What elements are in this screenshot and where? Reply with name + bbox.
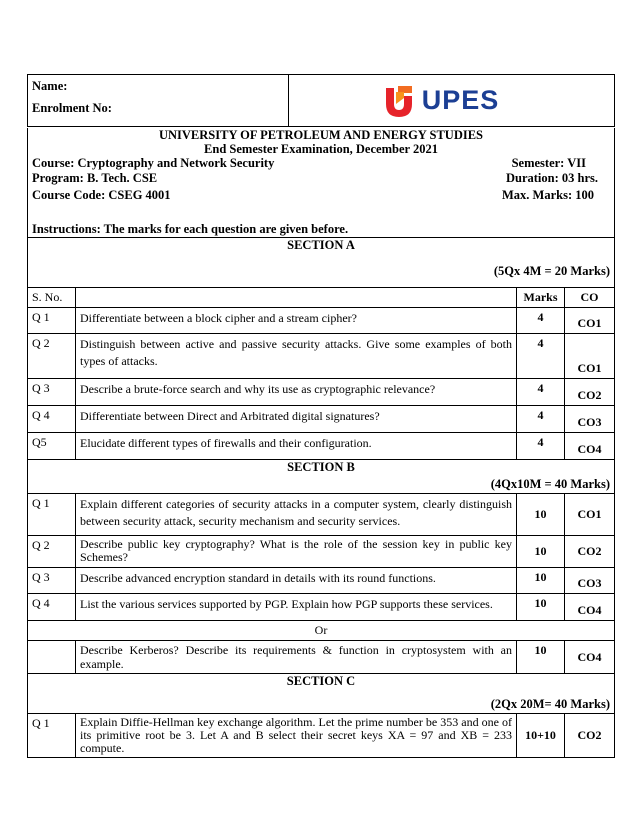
- upes-logo-icon: [384, 84, 414, 118]
- question-marks: 4: [517, 334, 565, 379]
- section-a-title: SECTION A: [287, 238, 355, 252]
- question-table: [27, 287, 615, 758]
- table-row: [28, 594, 615, 621]
- section-c-header-row: [28, 674, 615, 714]
- question-marks: 4: [517, 379, 565, 406]
- table-row: [28, 334, 615, 379]
- question-co: CO4: [565, 433, 615, 460]
- question-marks: 4: [517, 308, 565, 334]
- section-b-marks: (4Qx10M = 40 Marks): [490, 477, 610, 491]
- table-row: [28, 494, 615, 536]
- table-row: [28, 308, 615, 334]
- program: Program: B. Tech. CSE: [32, 171, 158, 185]
- question-number: Q 1: [28, 714, 76, 758]
- question-co: CO4: [565, 594, 615, 621]
- question-marks: 10: [517, 494, 565, 536]
- question-number: Q 3: [28, 379, 76, 406]
- question-co: CO1: [565, 494, 615, 536]
- table-row: [28, 406, 615, 433]
- question-number: Q 4: [28, 594, 76, 621]
- question-number: Q 4: [28, 406, 76, 433]
- question-number: Q 1: [28, 494, 76, 536]
- max-marks: Max. Marks: 100: [502, 188, 594, 202]
- or-label: Or: [28, 621, 615, 641]
- logo-area: [289, 75, 614, 126]
- instructions: Instructions: The marks for each question are given before.: [32, 222, 349, 236]
- duration: Duration: 03 hrs.: [505, 171, 598, 185]
- course-code: Course Code: CSEG 4001: [32, 188, 171, 202]
- table-header-row: [28, 288, 615, 308]
- question-number: Q5: [28, 433, 76, 460]
- question-text: Differentiate between Direct and Arbitrated digital signatures?: [76, 406, 517, 433]
- question-co: CO4: [565, 641, 615, 674]
- table-row: [28, 379, 615, 406]
- semester: Semester: VII: [511, 156, 586, 170]
- question-co: CO1: [565, 334, 615, 379]
- question-co: CO3: [565, 406, 615, 433]
- section-b-title: SECTION B: [287, 460, 355, 474]
- name-label: Name:: [32, 79, 68, 93]
- section-c-title: SECTION C: [286, 674, 356, 688]
- question-marks: 4: [517, 433, 565, 460]
- question-marks: 10: [517, 536, 565, 568]
- exam-title: End Semester Examination, December 2021: [204, 142, 438, 156]
- enrolment-label: Enrolment No:: [32, 101, 112, 115]
- question-number: [28, 641, 76, 674]
- question-text: Describe a brute-force search and why its use as cryptographic relevance?: [76, 379, 517, 406]
- logo-text: UPES: [421, 85, 500, 115]
- question-text: List the various services supported by PGP. Explain how PGP supports these services.: [76, 594, 517, 621]
- section-a-header: [27, 237, 615, 287]
- student-fields: [28, 75, 289, 126]
- question-marks: 10: [517, 568, 565, 594]
- question-number: Q 3: [28, 568, 76, 594]
- question-co: CO2: [565, 379, 615, 406]
- question-marks: 10: [517, 594, 565, 621]
- question-text: Describe Kerberos? Describe its requirements & function in cryptosystem with an example.: [76, 641, 517, 674]
- table-row: [28, 568, 615, 594]
- question-marks: 10+10: [517, 714, 565, 758]
- course-name: Course: Cryptography and Network Security: [32, 156, 275, 170]
- marks-header: Marks: [517, 288, 565, 308]
- question-marks: 10: [517, 641, 565, 674]
- co-header: CO: [565, 288, 615, 308]
- question-text: Explain different categories of security attacks in a computer system, clearly distinguish between security attack, security mechanism and security services.: [76, 494, 517, 536]
- question-co: CO3: [565, 568, 615, 594]
- question-text: Elucidate different types of firewalls and their configuration.: [76, 433, 517, 460]
- section-c-marks: (2Qx 20M= 40 Marks): [490, 697, 610, 711]
- or-row: [28, 621, 615, 641]
- question-text: Explain Diffie-Hellman key exchange algorithm. Let the prime number be 353 and one of its primitive root be 3. Let A and B select their secret keys XA = 97 and XB = 233 compute.: [76, 714, 517, 758]
- table-row: [28, 641, 615, 674]
- question-header: [76, 288, 517, 308]
- question-marks: 4: [517, 406, 565, 433]
- sno-header: S. No.: [28, 288, 76, 308]
- question-co: CO1: [565, 308, 615, 334]
- question-text: Describe advanced encryption standard in details with its round functions.: [76, 568, 517, 594]
- exam-page: [27, 74, 615, 758]
- question-co: CO2: [565, 536, 615, 568]
- question-text: Differentiate between a block cipher and a stream cipher?: [76, 308, 517, 334]
- section-b-header-row: [28, 460, 615, 494]
- question-number: Q 2: [28, 334, 76, 379]
- upes-logo: [384, 84, 500, 118]
- header-box: [27, 74, 615, 127]
- table-row: [28, 714, 615, 758]
- question-co: CO2: [565, 714, 615, 758]
- table-row: [28, 536, 615, 568]
- exam-info: [27, 128, 615, 237]
- university-name: UNIVERSITY OF PETROLEUM AND ENERGY STUDIES: [158, 128, 483, 142]
- section-a-marks: (5Qx 4M = 20 Marks): [493, 263, 610, 278]
- question-number: Q 2: [28, 536, 76, 568]
- question-text: Describe public key cryptography? What is the role of the session key in public key Schemes?: [76, 536, 517, 568]
- table-row: [28, 433, 615, 460]
- question-text: Distinguish between active and passive security attacks. Give some examples of both types of attacks.: [76, 334, 517, 379]
- question-number: Q 1: [28, 308, 76, 334]
